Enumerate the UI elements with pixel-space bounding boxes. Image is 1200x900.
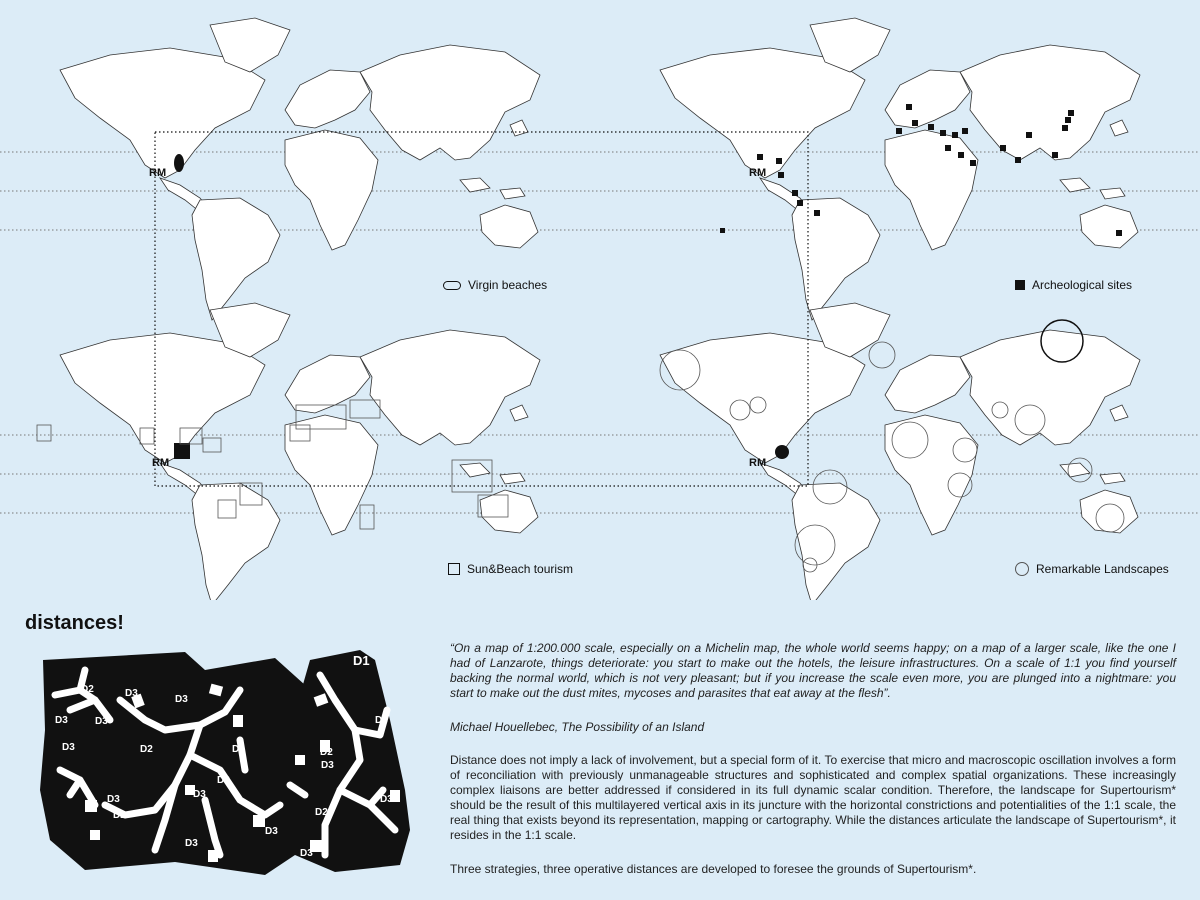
legend-label: Archeological sites: [1032, 278, 1133, 292]
label-d3-2: D3: [125, 688, 138, 699]
virgin-beach-marker: [174, 154, 184, 172]
label-d3-3: D3: [175, 694, 188, 705]
label-d3-12: D3: [321, 760, 334, 771]
label-d2-3: D2: [217, 775, 230, 786]
section-heading: distances!: [25, 612, 124, 634]
map-remarkable-landscapes: [660, 303, 1140, 600]
open-square-icon: [448, 563, 460, 575]
rm-label-map-4: RM: [749, 457, 767, 469]
label-d3-11: D3: [375, 715, 388, 726]
quote-text: “On a map of 1:200.000 scale, especially on a Michelin map, the whole world seems happy; on a map of a larger scale, like the one I had of Lanzarote, things deteriorate: you start to make out the hotels, the leisure infrastructures. On a scale of 1:1 you find yourself backing the normal world, which is not very pleasant; but if you increase the scale even more, you are plunged into a nightmare: you start to make out the dust mites, mycoses and parasites that eat away at the flesh”.: [450, 641, 1176, 700]
label-d3-14: D3: [380, 794, 393, 805]
legend-virgin-beaches: [443, 278, 547, 292]
legend-label: Virgin beaches: [468, 278, 548, 292]
rm-label-map-1: RM: [149, 167, 167, 179]
map-sun-beach: [60, 303, 540, 600]
quote-attribution: Michael Houellebec, The Possibility of an Island: [450, 720, 705, 734]
distances-diagram: [25, 640, 425, 880]
label-d2-1: D2: [81, 684, 94, 695]
body-paragraph-1: Distance does not imply a lack of involvement, but a special form of it. To exercise that micro and macroscopic oscillation involves a form of reconciliation with previously unmanageable structures and sophisticated and complex spatial organizations. These increasingly complex liaisons are better addressed if considered in its full dynamic scalar condition. Therefore, the landscape for Supertourism* should be the result of this multilayered vertical axis in its juncture with the horizontal constrictions and potentialities of the 1:1 scale, the real thing that exists beyond its representation, mapping or cartography. While the distances articulate the landscape of Supertourism*, it resides in the 1:1 scale.: [450, 753, 1176, 842]
rm-label-map-3: RM: [152, 457, 170, 469]
legend-label: Remarkable Landscapes: [1036, 562, 1169, 576]
label-d3-5: D3: [62, 742, 75, 753]
label-d3-13: D3: [300, 848, 313, 859]
label-d3-1: D3: [55, 715, 68, 726]
legend-archeological-sites: [1015, 278, 1132, 292]
body-paragraph-2: Three strategies, three operative distances are developed to foresee the grounds of Supertourism*.: [450, 862, 977, 876]
label-d3-4: D3: [95, 716, 108, 727]
pill-icon: [443, 281, 461, 290]
label-d3-10: D3: [232, 744, 245, 755]
legend-remarkable-landscapes: [1015, 562, 1169, 576]
rm-label-map-2: RM: [749, 167, 767, 179]
label-d2-6: D2: [315, 807, 328, 818]
legend-label: Sun&Beach tourism: [467, 562, 574, 576]
remarkable-landscape-main-marker: [775, 445, 789, 459]
label-d3-8: D3: [265, 826, 278, 837]
label-d2-2: D2: [140, 744, 153, 755]
label-d2-4: D2: [113, 810, 126, 821]
label-d3-9: D3: [185, 838, 198, 849]
sun-beach-main-marker: [174, 443, 190, 459]
filled-square-icon: [1015, 280, 1025, 290]
label-d2-5: D2: [320, 747, 333, 758]
legend-sun-beach: [448, 562, 573, 576]
map-archeological-sites: [660, 18, 1140, 320]
open-circle-icon: [1015, 562, 1029, 576]
label-d3-7: D3: [193, 789, 206, 800]
label-d3-6: D3: [107, 794, 120, 805]
map-virgin-beaches: [60, 18, 540, 320]
label-d1: D1: [353, 653, 370, 668]
